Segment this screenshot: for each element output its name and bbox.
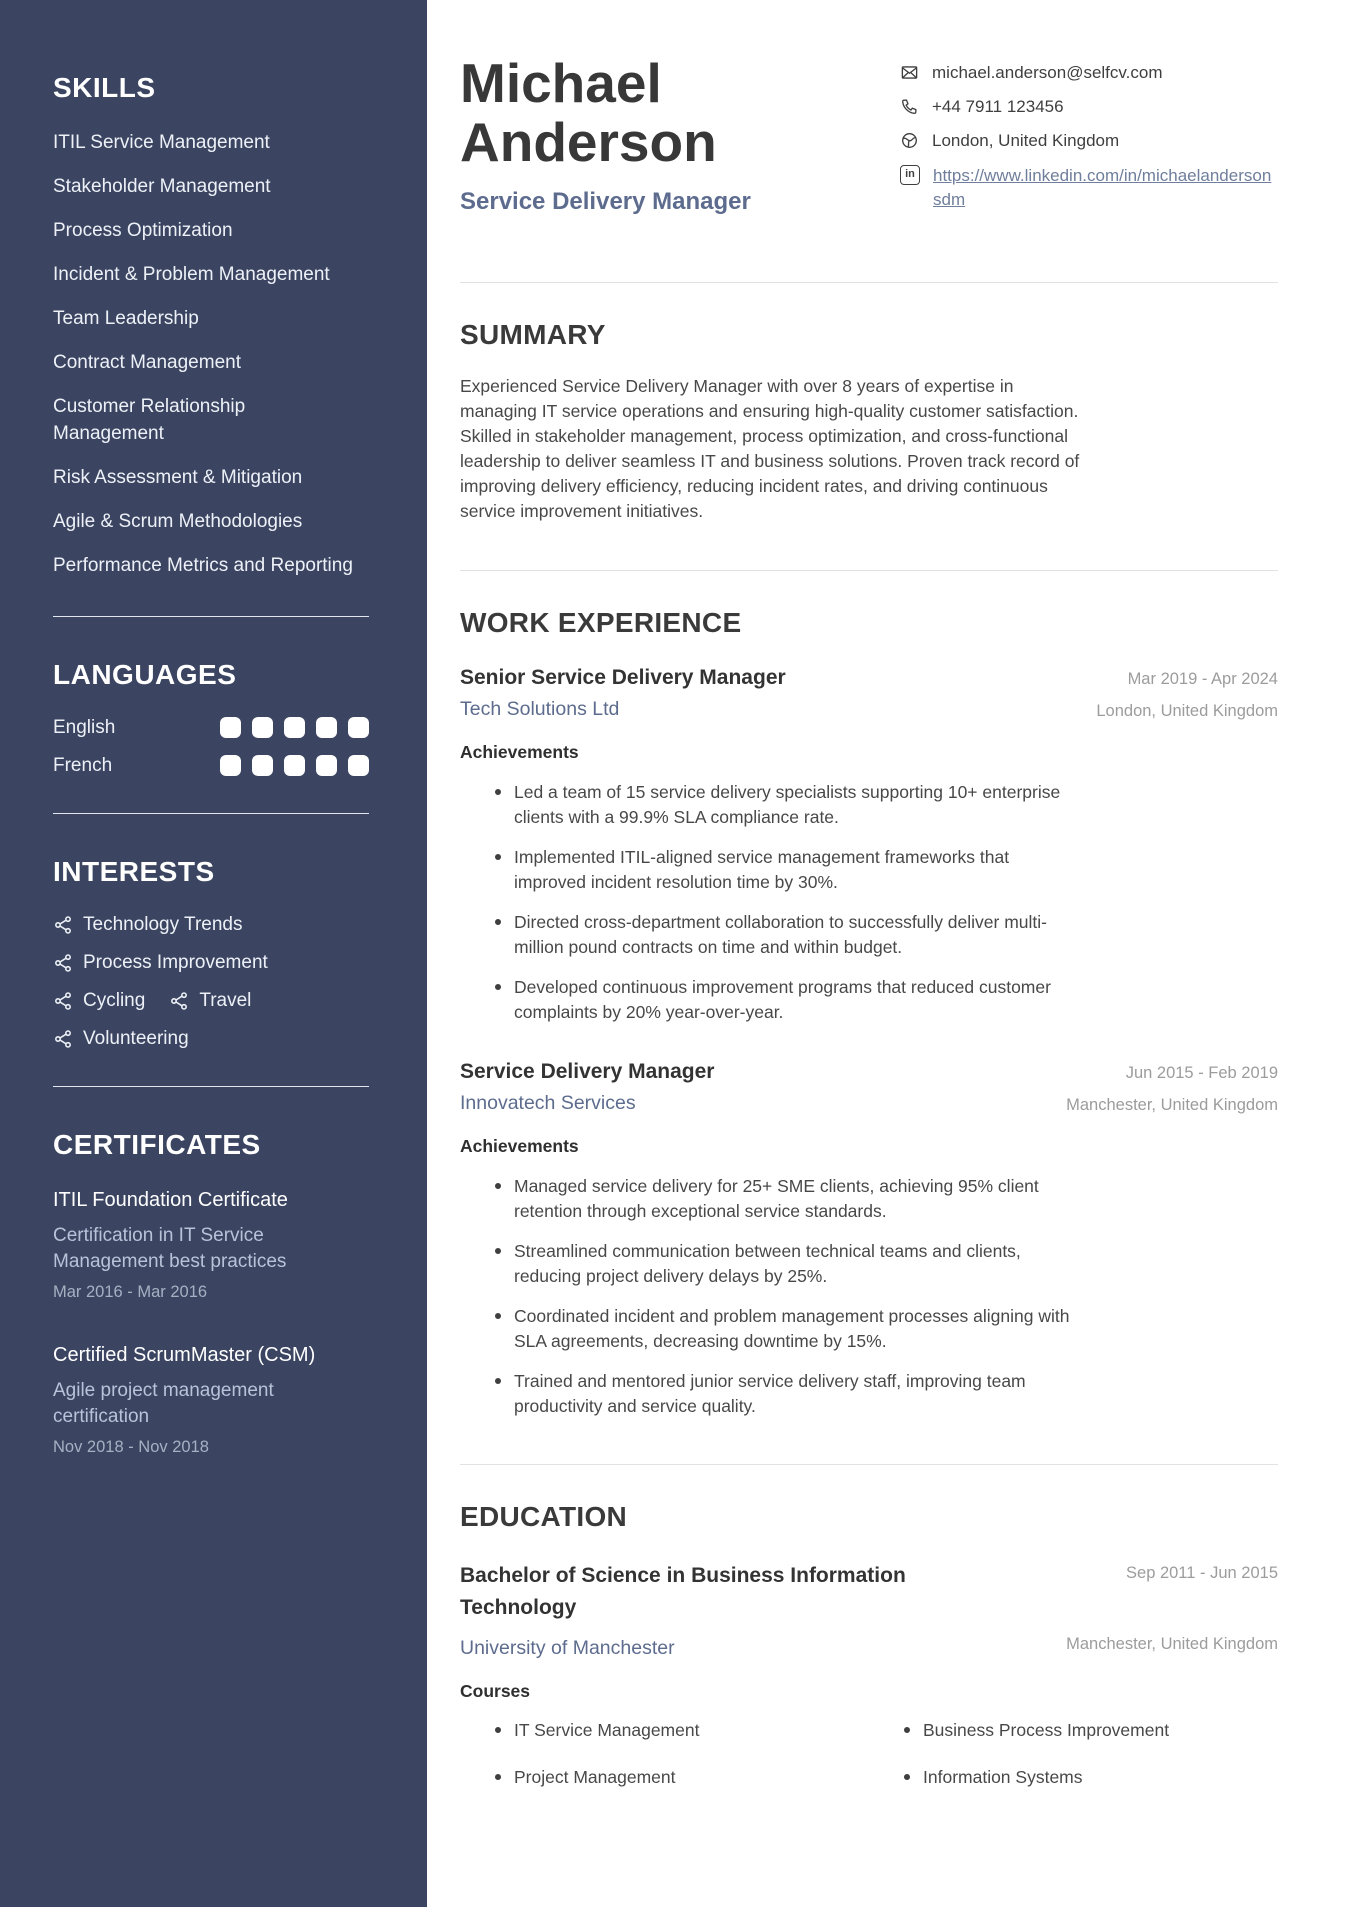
skills-list (53, 130, 369, 580)
degree-title: Bachelor of Science in Business Information Technology (460, 1564, 906, 1619)
languages-list (53, 717, 369, 777)
summary-text: Experienced Service Delivery Manager with over 8 years of expertise in managing IT service operations and ensuring high-quality customer satisfaction. Skilled in stakeholder management, process optimization, and cross-functional leadership to deliver seamless IT and business solutions. Proven track record of improving delivery efficiency, reducing incident rates, and driving continuous service improvement initiatives. (460, 376, 1080, 522)
interest-item (53, 1028, 189, 1050)
contact-email: michael.anderson@selfcv.com (932, 63, 1163, 82)
course-item: Information Systems (869, 1765, 1278, 1790)
language-row (53, 717, 369, 739)
contact-linkedin-row (900, 164, 1278, 213)
language-level-dot (348, 717, 369, 738)
contact-phone-row (900, 96, 1278, 119)
location-globe-icon (900, 131, 919, 150)
certificate-name: ITIL Foundation Certificate (53, 1188, 288, 1211)
achievement-item: Coordinated incident and problem management processes aligning with SLA agreements, decreasing downtime by 15%. (460, 1304, 1082, 1353)
certificate-item (53, 1187, 369, 1302)
main-content (427, 0, 1350, 1907)
contact-location: London, United Kingdom (932, 130, 1120, 150)
language-level-dot (284, 755, 305, 776)
achievements-label: Achievements (460, 1136, 579, 1157)
language-level-dot (316, 717, 337, 738)
languages-heading: LANGUAGES (53, 658, 237, 690)
linkedin-icon: in (900, 165, 920, 185)
share-nodes-icon (169, 991, 189, 1011)
achievement-item: Trained and mentored junior service delivery staff, improving team productivity and service quality. (460, 1369, 1082, 1418)
language-name: French (53, 754, 113, 776)
job-title: Senior Service Delivery Manager (460, 666, 786, 690)
certificate-item (53, 1342, 369, 1457)
job-company: Tech Solutions Ltd (460, 698, 620, 721)
skill-item: Contract Management (53, 351, 241, 373)
language-level-dot (284, 717, 305, 738)
education-entry (460, 1560, 1278, 1789)
certificates-heading: CERTIFICATES (53, 1128, 261, 1160)
interests-section (53, 856, 369, 1050)
section-divider (460, 1464, 1278, 1465)
interest-label: Cycling (83, 989, 146, 1011)
interest-item (53, 952, 268, 974)
school-name: University of Manchester (460, 1637, 675, 1660)
language-level-dot (348, 755, 369, 776)
achievement-item: Managed service delivery for 25+ SME clients, achieving 95% client retention through exceptional service standards. (460, 1174, 1082, 1223)
share-nodes-icon (53, 953, 73, 973)
skill-item: Performance Metrics and Reporting (53, 554, 353, 576)
achievement-item: Directed cross-department collaboration to successfully deliver multi-million pound contracts on time and within budget. (460, 910, 1082, 959)
education-location: Manchester, United Kingdom (1066, 1635, 1278, 1654)
contact-location-row (900, 130, 1278, 153)
skills-heading: SKILLS (53, 72, 156, 103)
sidebar-divider (53, 616, 369, 617)
person-job-title: Service Delivery Manager (460, 187, 751, 215)
certificates-list (53, 1187, 369, 1457)
job-company-row (460, 1092, 1278, 1115)
job-location: London, United Kingdom (1096, 702, 1278, 721)
skill-item: ITIL Service Management (53, 132, 270, 153)
degree-row (460, 1560, 1278, 1623)
skills-section (53, 72, 369, 580)
summary-heading: SUMMARY (460, 319, 606, 351)
work-experience-heading: WORK EXPERIENCE (460, 607, 742, 639)
language-level-dot (316, 755, 337, 776)
sidebar-divider (53, 1086, 369, 1087)
skill-item: Agile & Scrum Methodologies (53, 510, 303, 532)
sidebar (0, 0, 427, 1907)
section-divider (460, 570, 1278, 571)
education-section (460, 1501, 1278, 1789)
job-dates: Mar 2019 - Apr 2024 (1127, 670, 1278, 689)
language-level-dot (252, 755, 273, 776)
linkedin-link[interactable]: https://www.linkedin.com/in/michaelandersonsdm (933, 165, 1272, 210)
skill-item: Stakeholder Management (53, 175, 271, 197)
language-level-indicator (220, 755, 369, 776)
courses-list (460, 1718, 1278, 1789)
contact-phone: +44 7911 123456 (932, 96, 1064, 116)
skill-item: Risk Assessment & Mitigation (53, 466, 303, 488)
interest-label: Volunteering (83, 1027, 189, 1049)
certificate-dates: Mar 2016 - Mar 2016 (53, 1282, 208, 1301)
certificates-section (53, 1129, 369, 1457)
work-experience-section (460, 607, 1278, 1418)
interest-item (53, 990, 145, 1012)
interest-item (169, 990, 251, 1012)
share-nodes-icon (53, 991, 73, 1011)
summary-section (460, 319, 1278, 524)
first-name: Michael (460, 52, 662, 114)
education-heading: EDUCATION (460, 1501, 628, 1533)
language-row (53, 755, 369, 777)
certificate-description: Certification in IT Service Management best practices (53, 1224, 287, 1273)
interest-label: Process Improvement (83, 951, 268, 973)
language-name: English (53, 716, 116, 738)
job-entry-1 (460, 666, 1278, 1024)
interests-list (53, 914, 363, 1050)
skill-item: Team Leadership (53, 307, 199, 329)
certificate-name: Certified ScrumMaster (CSM) (53, 1343, 316, 1366)
language-level-dot (220, 755, 241, 776)
job-company-row (460, 698, 1278, 721)
achievement-item: Streamlined communication between technical teams and clients, reducing project delivery delays by 25%. (460, 1239, 1082, 1288)
section-divider (460, 282, 1278, 283)
interests-heading: INTERESTS (53, 855, 215, 887)
sidebar-divider (53, 813, 369, 814)
skill-item: Process Optimization (53, 219, 233, 241)
education-dates: Sep 2011 - Jun 2015 (1126, 1564, 1278, 1583)
language-level-dot (252, 717, 273, 738)
email-icon (900, 63, 919, 82)
contact-email-row (900, 62, 1278, 85)
achievement-item: Developed continuous improvement programs that reduced customer complaints by 20% year-over-year. (460, 975, 1082, 1024)
share-nodes-icon (53, 1029, 73, 1049)
skill-item: Customer Relationship Management (53, 395, 246, 444)
interest-label: Technology Trends (83, 913, 243, 935)
job-title-row (460, 1060, 1278, 1084)
achievement-item: Led a team of 15 service delivery specialists supporting 10+ enterprise clients with a 99.9% SLA compliance rate. (460, 780, 1082, 829)
school-row (460, 1631, 1278, 1660)
person-name (460, 54, 751, 172)
job-title: Service Delivery Manager (460, 1060, 715, 1084)
header (460, 48, 1278, 224)
course-item: IT Service Management (460, 1718, 869, 1743)
job-dates: Jun 2015 - Feb 2019 (1125, 1064, 1278, 1083)
interest-item (53, 914, 243, 936)
last-name: Anderson (460, 110, 717, 173)
job-entry-2 (460, 1060, 1278, 1418)
achievement-item: Implemented ITIL-aligned service management frameworks that improved incident resolution time by 30%. (460, 845, 1082, 894)
phone-icon (900, 97, 919, 116)
languages-section (53, 659, 369, 777)
name-block (460, 48, 751, 224)
language-level-dot (220, 717, 241, 738)
share-nodes-icon (53, 915, 73, 935)
language-level-indicator (220, 717, 369, 738)
achievements-label: Achievements (460, 742, 579, 763)
skill-item: Incident & Problem Management (53, 263, 330, 285)
course-item: Project Management (460, 1765, 869, 1790)
contact-block (900, 62, 1278, 224)
achievements-list (460, 780, 1278, 1024)
job-location: Manchester, United Kingdom (1066, 1096, 1278, 1115)
courses-label: Courses (460, 1681, 531, 1702)
course-item: Business Process Improvement (869, 1718, 1278, 1743)
certificate-description: Agile project management certification (53, 1379, 274, 1428)
job-title-row (460, 666, 1278, 690)
job-company: Innovatech Services (460, 1092, 636, 1115)
certificate-dates: Nov 2018 - Nov 2018 (53, 1438, 209, 1457)
interest-label: Travel (199, 989, 252, 1011)
achievements-list (460, 1174, 1278, 1418)
